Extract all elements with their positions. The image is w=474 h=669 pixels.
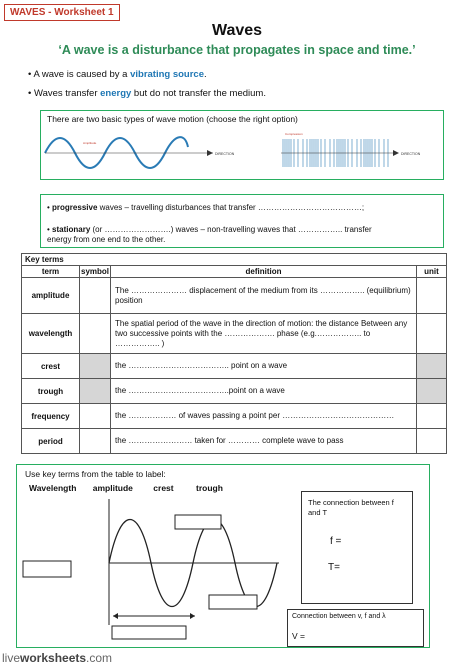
symbol-shaded [80,379,111,404]
definition-cell: the ………………………………..point on a wave [111,379,417,404]
worksheet-tag: WAVES - Worksheet 1 [4,4,120,21]
unit-input[interactable] [417,278,447,314]
svg-text:DIRECTION: DIRECTION [401,152,421,156]
table-row [22,404,447,429]
symbol-input[interactable] [80,404,111,429]
wave-motion-diagrams [43,131,443,179]
symbol-shaded [80,354,111,379]
f-equation[interactable]: f = [330,536,342,547]
page-title: Waves [211,22,263,39]
table-row [22,429,447,454]
wave-types-box [40,194,444,248]
liveworksheets-logo[interactable]: liveworksheets.com [2,651,113,665]
table-row [22,354,447,379]
definition-cell: the …………………… taken for ………… complete wave to pass [111,429,417,454]
label-section [16,464,430,648]
definition-quote: ‘A wave is a disturbance that propagates in space and time.’ [58,43,416,57]
term-cell: frequency [22,404,80,429]
definition-cell: the ……………………………….. point on a wave [111,354,417,379]
term-cell: wavelength [22,314,80,354]
header-unit: unit [417,266,447,278]
term-cell: crest [22,354,80,379]
longitudinal-wave-diagram [281,132,421,167]
unit-shaded [417,354,447,379]
header-term: term [22,266,80,278]
unit-shaded [417,379,447,404]
label-terms: Wavelength amplitude crest trough [29,483,223,493]
wave-motion-box [40,110,444,180]
symbol-input[interactable] [80,429,111,454]
definition-cell: The ………………… displacement of the medium from its …………….. (equilibrium) position [111,278,417,314]
symbol-input[interactable] [80,314,111,354]
T-equation[interactable]: T= [328,562,340,573]
crest-label-box[interactable] [175,515,221,529]
label-instruction: Use key terms from the table to label: [25,469,166,479]
svg-text:Amplitude: Amplitude [83,141,97,145]
table-row [22,278,447,314]
unit-input[interactable] [417,404,447,429]
wavelength-label-box[interactable] [112,626,186,639]
transverse-wave-diagram [45,137,235,168]
definition-cell: The spatial period of the wave in the direction of motion: the distance Between any two successive points with the ………………. phase (e.g.…………….. to …………….. ) [111,314,417,354]
symbol-input[interactable] [80,278,111,314]
wave-label-diagram [17,495,287,647]
table-row [22,379,447,404]
term-cell: period [22,429,80,454]
header-definition: definition [111,266,417,278]
trough-label-box[interactable] [209,595,257,609]
definition-cell: the ……………… of waves passing a point per …………………………………… [111,404,417,429]
progressive-line: • progressive waves – travelling disturbances that transfer …………………………………; [47,203,365,212]
table-row [22,314,447,354]
svg-text:DIRECTION: DIRECTION [215,152,235,156]
wave-motion-heading: There are two basic types of wave motion (choose the right option) [47,114,298,124]
bullet-source: • A wave is caused by a vibrating source. [28,69,207,80]
key-terms-table [21,253,447,454]
stationary-line: • stationary (or …………………….) waves – non-travelling waves that …………….. transfer energy from one end to the other. [47,225,372,245]
unit-input[interactable] [417,429,447,454]
v-f-lambda-title: Connection between v, f and λ [292,613,386,620]
term-cell: amplitude [22,278,80,314]
header-symbol: symbol [81,267,110,276]
svg-text:Compression: Compression [285,132,303,136]
f-T-connection-box [301,491,413,604]
f-T-title: The connection between f and T [308,498,394,517]
amplitude-label-box[interactable] [23,561,71,577]
bullet-energy: • Waves transfer energy but do not transfer the medium. [28,88,266,99]
v-f-lambda-box [287,609,424,647]
key-terms-title: Key terms [22,254,447,266]
term-cell: trough [22,379,80,404]
v-equation[interactable]: V = [292,631,305,641]
unit-input[interactable] [417,314,447,354]
